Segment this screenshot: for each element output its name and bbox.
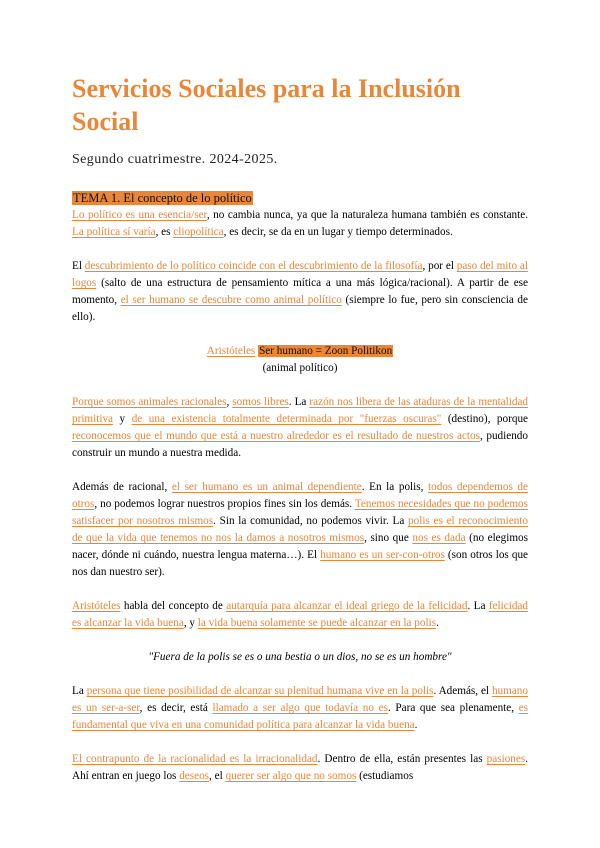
text: El [72,260,85,272]
link-text: somos libres [232,396,289,408]
text: , es [155,226,174,238]
link-text: nos es dada [412,532,466,544]
text: . En la polis, [361,481,429,493]
paragraph-1 [72,207,528,241]
zoon-politikon-block [72,343,528,377]
highlighted-definition: Ser humano = Zoon Politikon [259,345,393,357]
link-text: Porque somos animales racionales [72,396,227,408]
text: (no elegimos nacer, dónde ni cuándo, nuestra lengua materna…). El [72,532,528,561]
link-text: pasiones [486,753,526,765]
text: . Ahí entran en juego los [72,753,528,782]
text: , no cambia nunca, ya que la naturaleza humana también es constante. [206,209,529,221]
paragraph-3 [72,394,528,462]
text: . La [467,600,489,612]
paragraph-4 [72,479,528,581]
link-text: humano es un ser-con-otros [320,549,445,561]
link-text: razón nos libera de las ataduras de la mentalidad primitiva [72,396,529,425]
text: . Además, el [433,685,492,697]
text: (salto de una estructura de pensamiento mítica a una más lógica/racional). A partir de ese momento, [72,277,528,306]
text: , por el [422,260,457,272]
author-name: Aristóteles [206,345,256,357]
section-heading-text: TEMA 1. El concepto de lo político [73,191,252,205]
link-text: felicidad es alcanzar la vida buena [72,600,528,629]
text: . Para que sea plenamente, [387,702,519,714]
link-text: cliopolítica [173,226,224,238]
text: , [226,396,233,408]
link-text: descubrimiento de lo político coincide con el descubrimiento de la filosofía [84,260,423,272]
link-text: Tenemos necesidades que no podemos satisfacer por nosotros mismos [72,498,529,527]
link-text: el ser humano es un animal dependiente [171,481,362,493]
text: , es decir, está [139,702,213,714]
text: (siempre lo fue, pero sin consciencia de ello). [72,294,528,323]
text: La [72,685,87,697]
document-title: Servicios Sociales para la Inclusión Social [72,74,461,136]
text: y [113,413,132,425]
link-text: Lo político es una esencia/ser [72,209,207,221]
text: , el [209,770,226,782]
text: (estudiamos [356,770,414,782]
document-subtitle: Segundo cuatrimestre. 2024-2025. [72,152,278,167]
text: , sino que [364,532,413,544]
text: . La [288,396,310,408]
aristotle-quote: "Fuera de la polis se es o una bestia o un dios, no se es un hombre" [148,651,452,663]
link-text: autarquía para alcanzar el ideal griego de la felicidad [226,600,468,612]
paragraph-2 [72,258,528,326]
paragraph-5 [72,598,528,632]
link-text: La política sí varía [72,226,156,238]
link-text: humano es un ser-a-ser [72,685,528,714]
section-heading [72,190,528,207]
paragraph-6 [72,683,528,734]
link-text: deseos [179,770,210,782]
text: , es decir, se da en un lugar y tiempo determinados. [223,226,453,238]
document-page [72,72,528,785]
link-text: persona que tiene posibilidad de alcanzar su plenitud humana vive en la polis [86,685,434,697]
link-text: llamado a ser algo que todavía no es [212,702,388,714]
paragraph-7 [72,751,528,785]
text: , no podemos lograr nuestros propios fines sin los demás. [94,498,355,510]
link-text: querer ser algo que no somos [225,770,357,782]
link-text: reconocemos que el mundo que está a nuestro alrededor es el resultado de nuestros actos [72,430,480,442]
text: , y [183,617,198,629]
text: habla del concepto de [120,600,227,612]
text: . Dentro de ella, están presentes las [317,753,487,765]
link-text: el ser humano se descubre como animal político [120,294,342,306]
text: Además de racional, [72,481,172,493]
link-text: El contrapunto de la racionalidad es la irracionalidad [72,753,318,765]
link-text: Aristóteles [72,600,121,612]
link-text: de una existencia totalmente determinada por "fuerzas oscuras" [131,413,442,425]
link-text: la vida buena solamente se puede alcanzar en la polis [197,617,437,629]
link-text: polis es el reconocimiento de que la vida que tenemos no nos la damos a nosotros mismos [72,515,528,544]
text: . [414,719,418,731]
translation-text: (animal político) [262,362,338,374]
text: . Sin la comunidad, no podemos vivir. La [213,515,409,527]
link-text: es fundamental que viva en una comunidad política para alcanzar la vida buena [72,702,529,731]
link-text: todos dependemos de otros [72,481,528,510]
text: . [436,617,439,629]
text: (destino), porque [441,413,529,425]
text: (son otros los que nos dan nuestro ser). [72,549,529,578]
text: , pudiendo construir un mundo a nuestra medida. [72,430,528,459]
link-text: paso del mito al logos [72,260,528,289]
